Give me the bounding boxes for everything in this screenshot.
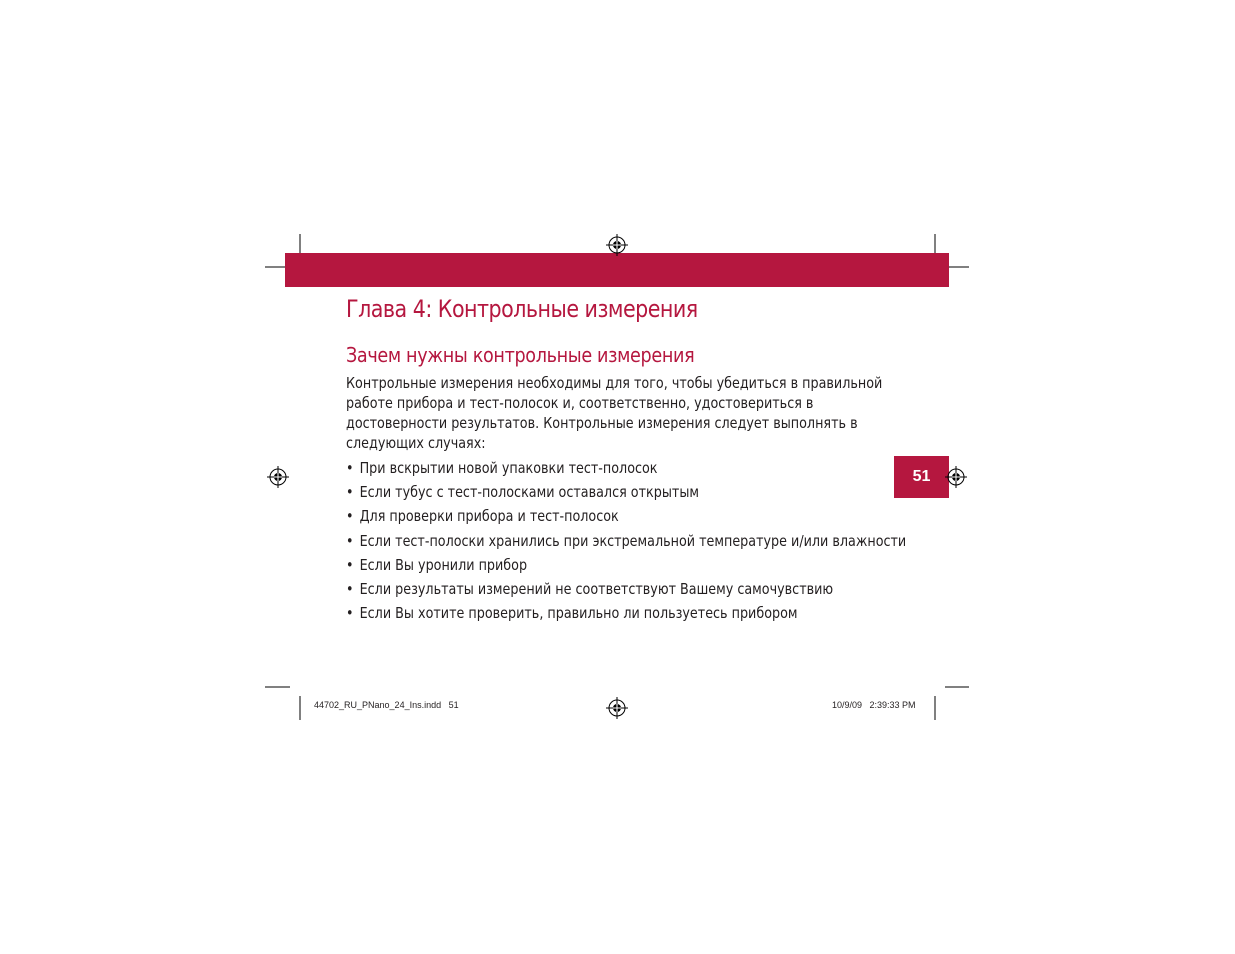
- list-item-text: Если Вы уронили прибор: [359, 555, 528, 574]
- list-item-text: При вскрытии новой упаковки тест-полосок: [359, 459, 658, 477]
- registration-target-icon: [606, 697, 628, 719]
- list-item-text: Если тест-полоски хранились при экстремальной температуре и/или влажности: [359, 531, 907, 550]
- bullet-icon: •: [346, 507, 354, 526]
- bullet-icon: •: [346, 579, 354, 598]
- chapter-title: Глава 4: Контрольные измерения: [346, 295, 698, 323]
- bullet-icon: •: [346, 483, 354, 502]
- page-number: 51: [912, 468, 931, 485]
- registration-target-icon: [945, 466, 967, 488]
- slug-datetime: 10/9/09 2:39:33 PM: [832, 700, 916, 710]
- bullet-icon: •: [346, 604, 354, 623]
- registration-target-icon: [267, 466, 289, 488]
- list-item-text: Если результаты измерений не соответствуют Вашему самочувствию: [359, 579, 834, 598]
- list-item-text: Если Вы хотите проверить, правильно ли пользуетесь прибором: [359, 604, 798, 623]
- bullet-icon: •: [346, 555, 354, 574]
- slug-filename: 44702_RU_PNano_24_Ins.indd 51: [314, 700, 459, 710]
- intro-line: достоверности результатов. Контрольные измерения следует выполнять в: [346, 414, 858, 432]
- bullet-icon: •: [346, 459, 354, 477]
- intro-line: работе прибора и тест-полосок и, соответственно, удостовериться в: [346, 394, 814, 412]
- list-item-text: Если тубус с тест-полосками оставался открытым: [359, 483, 700, 502]
- intro-line: Контрольные измерения необходимы для того, чтобы убедиться в правильной: [346, 374, 883, 392]
- section-title: Зачем нужны контрольные измерения: [346, 343, 695, 367]
- list-item-text: Для проверки прибора и тест-полосок: [359, 507, 619, 526]
- bullet-icon: •: [346, 531, 354, 550]
- intro-line: следующих случаях:: [346, 434, 486, 452]
- registration-target-icon: [606, 234, 628, 256]
